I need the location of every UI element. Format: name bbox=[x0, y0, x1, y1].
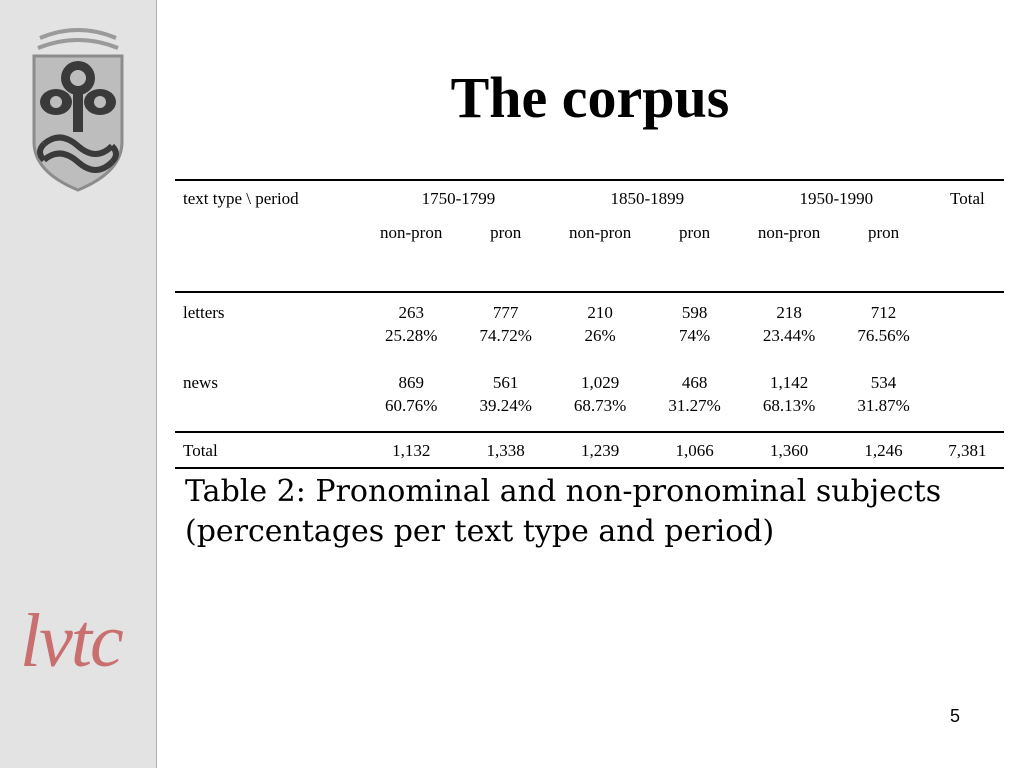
subheader: non-pron bbox=[553, 215, 647, 292]
count-cell: 561 bbox=[492, 373, 519, 392]
period-header: 1950-1990 bbox=[742, 180, 931, 215]
count-cell: 218 bbox=[776, 303, 802, 322]
percent-cell: 76.56% bbox=[857, 326, 910, 345]
slide-title: The corpus bbox=[450, 65, 730, 130]
total-cell: 1,360 bbox=[742, 432, 836, 468]
total-cell: 1,132 bbox=[364, 432, 458, 468]
table-row bbox=[175, 371, 1004, 394]
empty-cell bbox=[175, 324, 364, 347]
count-cell: 712 bbox=[870, 303, 897, 322]
percent-cell: 39.24% bbox=[458, 394, 552, 432]
lvtc-logo-text: lvtc bbox=[20, 599, 122, 680]
total-row bbox=[175, 432, 1004, 468]
grand-total-cell: 7,381 bbox=[931, 432, 1004, 468]
percent-cell: 74% bbox=[679, 326, 711, 345]
subheader: non-pron bbox=[364, 215, 458, 292]
total-cell: 1,338 bbox=[458, 432, 552, 468]
header-label: text type \ period bbox=[175, 180, 364, 215]
total-header: Total bbox=[931, 180, 1004, 215]
empty-cell bbox=[931, 371, 1004, 394]
empty-cell bbox=[175, 347, 1004, 371]
row-label: letters bbox=[183, 303, 225, 322]
empty-cell bbox=[931, 324, 1004, 347]
percent-cell: 74.72% bbox=[479, 326, 532, 345]
total-cell: 1,239 bbox=[553, 432, 647, 468]
total-cell: 1,066 bbox=[647, 432, 741, 468]
subheader: non-pron bbox=[742, 215, 836, 292]
period-header: 1750-1799 bbox=[364, 180, 553, 215]
percent-cell: 31.27% bbox=[647, 394, 741, 432]
page-number: 5 bbox=[949, 706, 960, 726]
empty-cell bbox=[175, 215, 364, 292]
sidebar bbox=[0, 0, 157, 768]
lvtc-logo-icon bbox=[18, 596, 174, 680]
table-spacer bbox=[175, 347, 1004, 371]
count-cell: 1,142 bbox=[769, 373, 809, 392]
table-caption: Table 2: Pronominal and non-pronominal subjects (percentages per text type and period) bbox=[185, 474, 942, 549]
empty-cell bbox=[931, 394, 1004, 432]
table-row bbox=[175, 292, 1004, 324]
corpus-table bbox=[175, 179, 1004, 469]
table-row bbox=[175, 324, 1004, 347]
table-header-row bbox=[175, 180, 1004, 215]
table-row bbox=[175, 394, 1004, 432]
row-label: Total bbox=[175, 432, 364, 468]
percent-cell: 68.73% bbox=[553, 394, 647, 432]
count-cell: 777 bbox=[492, 303, 519, 322]
percent-cell: 23.44% bbox=[762, 326, 816, 345]
count-cell: 468 bbox=[681, 373, 708, 392]
subheader: pron bbox=[836, 215, 930, 292]
university-crest-icon bbox=[28, 22, 128, 192]
empty-cell bbox=[175, 394, 364, 432]
period-header: 1850-1899 bbox=[553, 180, 742, 215]
empty-cell bbox=[931, 215, 1004, 292]
percent-cell: 31.87% bbox=[836, 394, 930, 432]
count-cell: 263 bbox=[398, 303, 424, 322]
count-cell: 1,029 bbox=[581, 373, 620, 392]
percent-cell: 26% bbox=[584, 326, 616, 345]
percent-cell: 68.13% bbox=[742, 394, 836, 432]
subheader: pron bbox=[647, 215, 741, 292]
table-subheader-row bbox=[175, 215, 1004, 292]
count-cell: 869 bbox=[398, 373, 424, 392]
subheader: pron bbox=[458, 215, 552, 292]
empty-cell bbox=[931, 292, 1004, 324]
percent-cell: 60.76% bbox=[364, 394, 458, 432]
percent-cell: 25.28% bbox=[384, 326, 438, 345]
count-cell: 534 bbox=[870, 373, 897, 392]
total-cell: 1,246 bbox=[836, 432, 930, 468]
count-cell: 210 bbox=[587, 303, 613, 322]
count-cell: 598 bbox=[681, 303, 708, 322]
row-label: news bbox=[183, 373, 218, 392]
